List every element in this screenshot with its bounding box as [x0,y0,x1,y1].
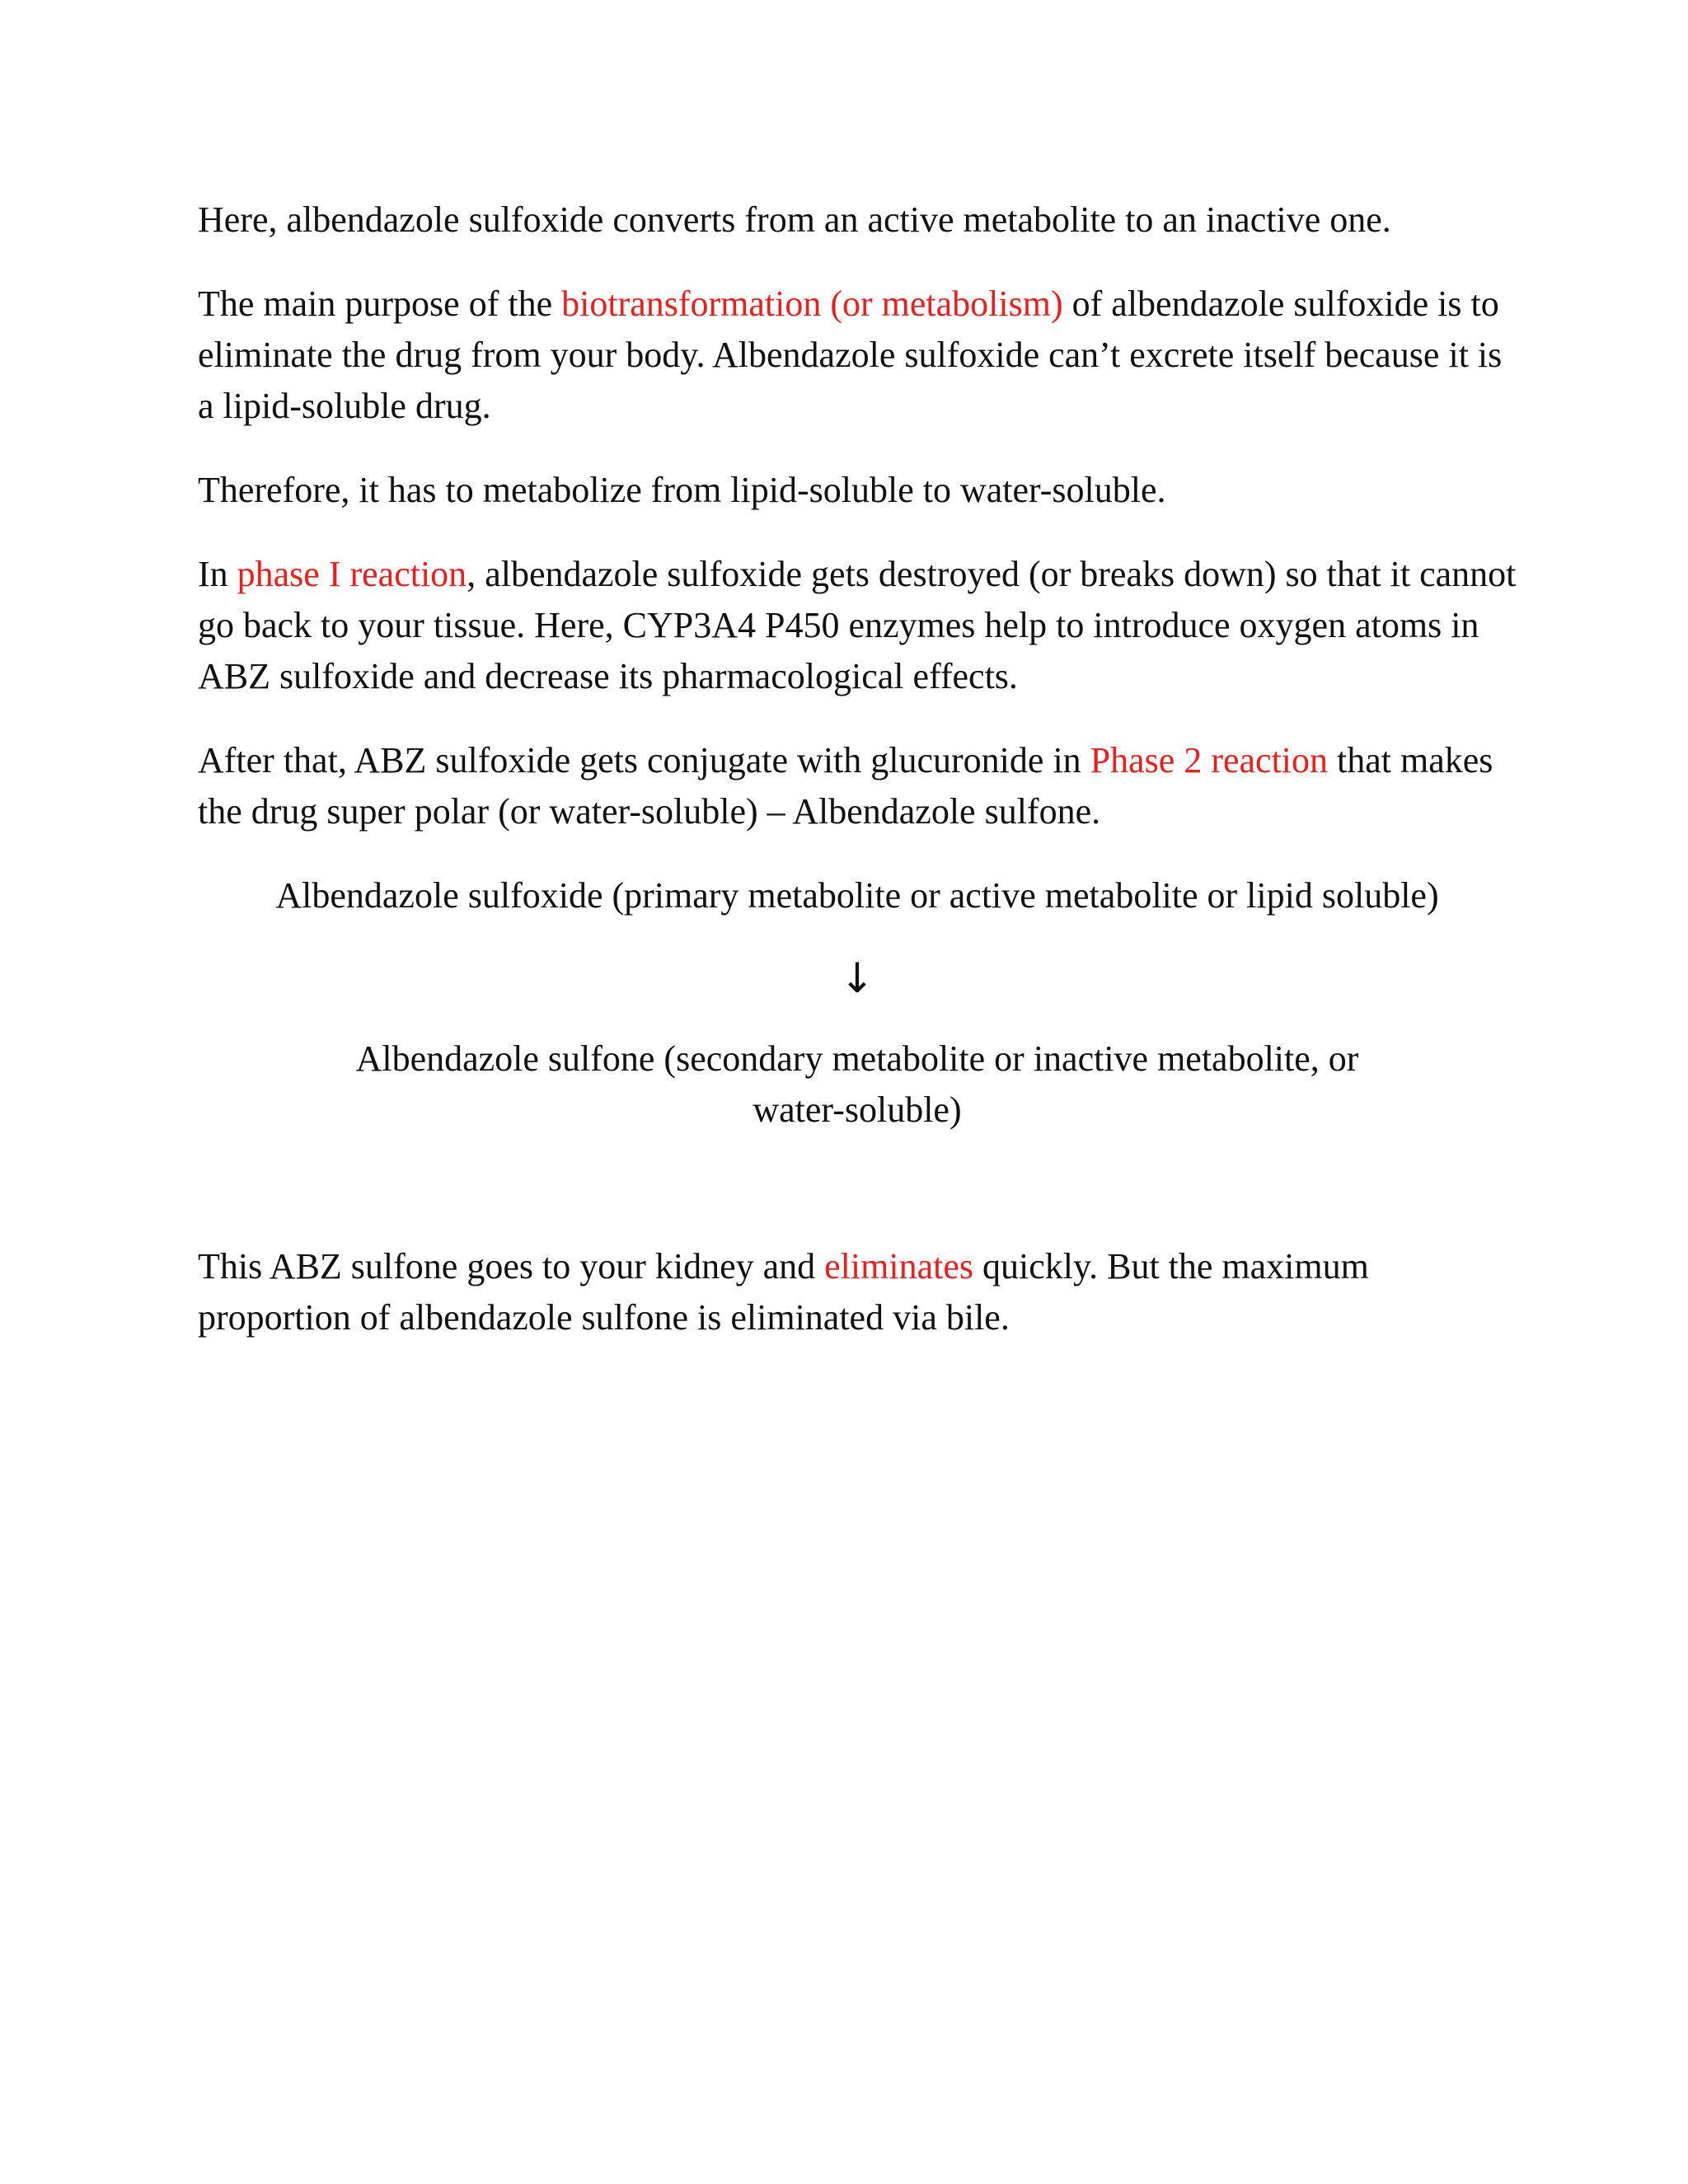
intro-text: Here, albendazole sulfoxide converts from an active metabolite to an inactive one. [198,199,1391,240]
phase-two-text-end: that makes the drug super polar (or water-soluble) – Albendazole sulfone. [198,740,1493,832]
elimination-text-start: This ABZ sulfone goes to your kidney and [198,1246,825,1286]
phase-one-link[interactable]: phase I reaction [237,554,467,594]
paragraph-purpose [198,279,1517,432]
flow-secondary-metabolite: Albendazole sulfone (secondary metabolite or inactive metabolite, or water-soluble) [355,1038,1359,1130]
flow-primary-metabolite: Albendazole sulfoxide (primary metabolite or active metabolite or lipid soluble) [275,875,1439,916]
elimination-text-end: quickly. But the maximum proportion of albendazole sulfone is eliminated via bile. [198,1246,1369,1338]
document-body [198,194,1517,1376]
phase-two-text-start: After that, ABZ sulfoxide gets conjugate with glucuronide in [198,740,1090,780]
phase-one-text-start: In [198,554,237,594]
paragraph-therefore [198,465,1517,516]
phase-one-text-end: , albendazole sulfoxide gets destroyed (or breaks down) so that it cannot go back to your tissue. Here, CYP3A4 P450 enzymes help to introduce oxygen atoms in ABZ sulfoxide and decrease its pharmacological effects. [198,554,1517,696]
paragraph-intro [198,194,1517,246]
phase-two-link[interactable]: Phase 2 reaction [1090,740,1329,780]
purpose-text-end: of albendazole sulfoxide is to eliminate the drug from your body. Albendazole sulfoxide can’t excrete itself because it is a lipid-soluble drug. [198,284,1503,426]
paragraph-elimination [198,1241,1517,1343]
eliminates-link[interactable]: eliminates [824,1246,973,1286]
therefore-text: Therefore, it has to metabolize from lipid-soluble to water-soluble. [198,470,1166,510]
biotransformation-link[interactable]: biotransformation (or metabolism) [561,284,1063,324]
paragraph-phase-two [198,735,1517,837]
paragraph-phase-one [198,549,1517,702]
purpose-text-start: The main purpose of the [198,284,562,324]
down-arrow-icon: ↓ [840,954,874,1002]
